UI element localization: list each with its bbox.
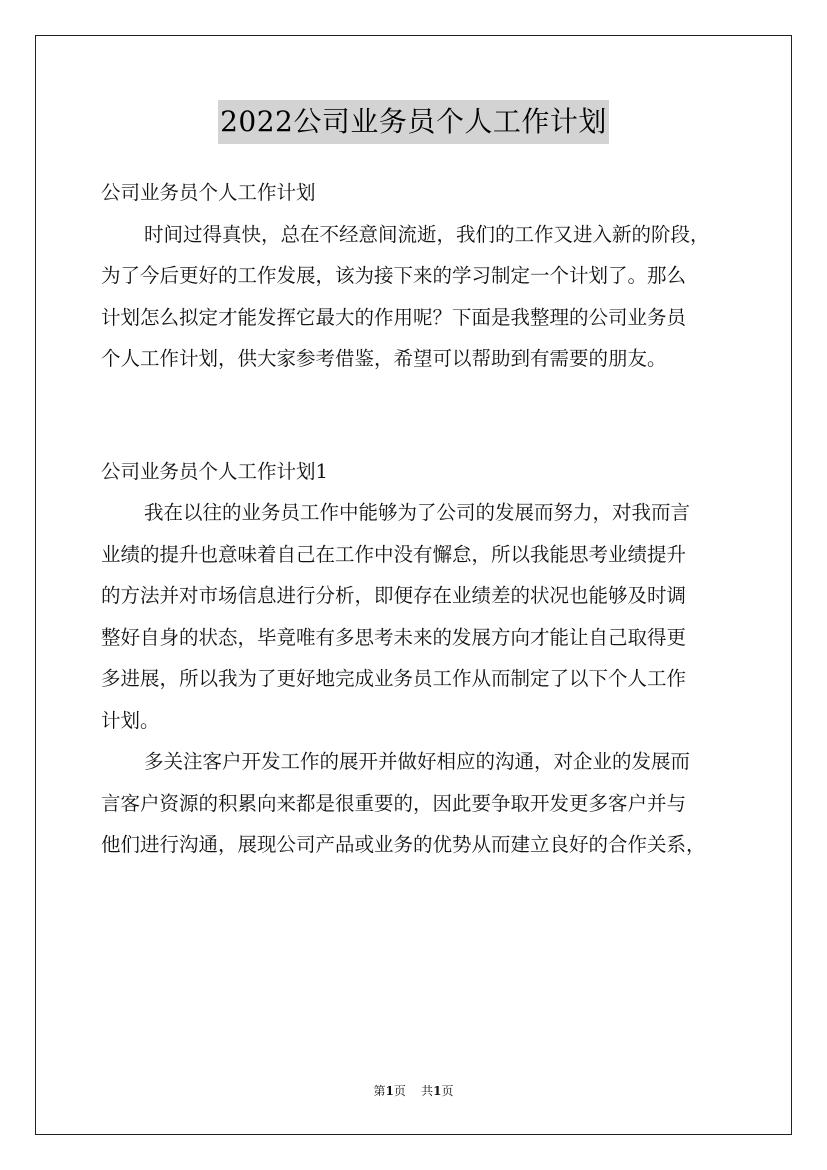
paragraph-line: 整好自身的状态，毕竟唯有多思考未来的发展方向才能让自己取得更 bbox=[101, 625, 687, 649]
paragraph-line: 业绩的提升也意味着自己在工作中没有懈怠，所以我能思考业绩提升 bbox=[101, 542, 687, 566]
intro-line: 时间过得真快，总在不经意间流逝，我们的工作又进入新的阶段， bbox=[144, 222, 710, 246]
paragraph-line: 言客户资源的积累向来都是很重要的，因此要争取开发更多客户并与 bbox=[101, 791, 687, 815]
paragraph-line: 多关注客户开发工作的展开并做好相应的沟通，对企业的发展而 bbox=[144, 750, 691, 773]
total-pages-label: 共1页 bbox=[421, 1084, 454, 1098]
paragraph-line: 的方法并对市场信息进行分析，即便存在业绩差的状况也能够及时调 bbox=[101, 584, 687, 607]
document-title: 2022公司业务员个人工作计划 bbox=[218, 100, 609, 144]
page-number: 1 bbox=[385, 1084, 394, 1098]
body-paragraph-2 bbox=[101, 741, 729, 866]
page-label: 第1页 bbox=[373, 1084, 406, 1098]
section-heading: 公司业务员个人工作计划1 bbox=[101, 459, 328, 483]
paragraph-line: 他们进行沟通，展现公司产品或业务的优势从而建立良好的合作关系， bbox=[101, 833, 706, 856]
subtitle: 公司业务员个人工作计划 bbox=[101, 181, 316, 204]
paragraph-gap bbox=[101, 380, 729, 451]
paragraph-line: 多进展，所以我为了更好地完成业务员工作从而制定了以下个人工作 bbox=[101, 667, 687, 690]
title-container bbox=[0, 100, 827, 144]
intro-line: 计划怎么拟定才能发挥它最大的作用呢？下面是我整理的公司业务员 bbox=[101, 305, 687, 329]
intro-paragraph bbox=[101, 214, 729, 380]
total-pages-number: 1 bbox=[433, 1084, 442, 1098]
intro-line: 为了今后更好的工作发展，该为接下来的学习制定一个计划了。那么 bbox=[101, 264, 687, 287]
intro-line: 个人工作计划，供大家参考借鉴，希望可以帮助到有需要的朋友。 bbox=[101, 347, 667, 370]
body-paragraph-1 bbox=[101, 492, 729, 741]
paragraph-line: 计划。 bbox=[101, 708, 160, 732]
page-footer bbox=[0, 1081, 827, 1101]
document-body bbox=[101, 172, 729, 866]
paragraph-line: 我在以往的业务员工作中能够为了公司的发展而努力，对我而言 bbox=[144, 501, 691, 524]
